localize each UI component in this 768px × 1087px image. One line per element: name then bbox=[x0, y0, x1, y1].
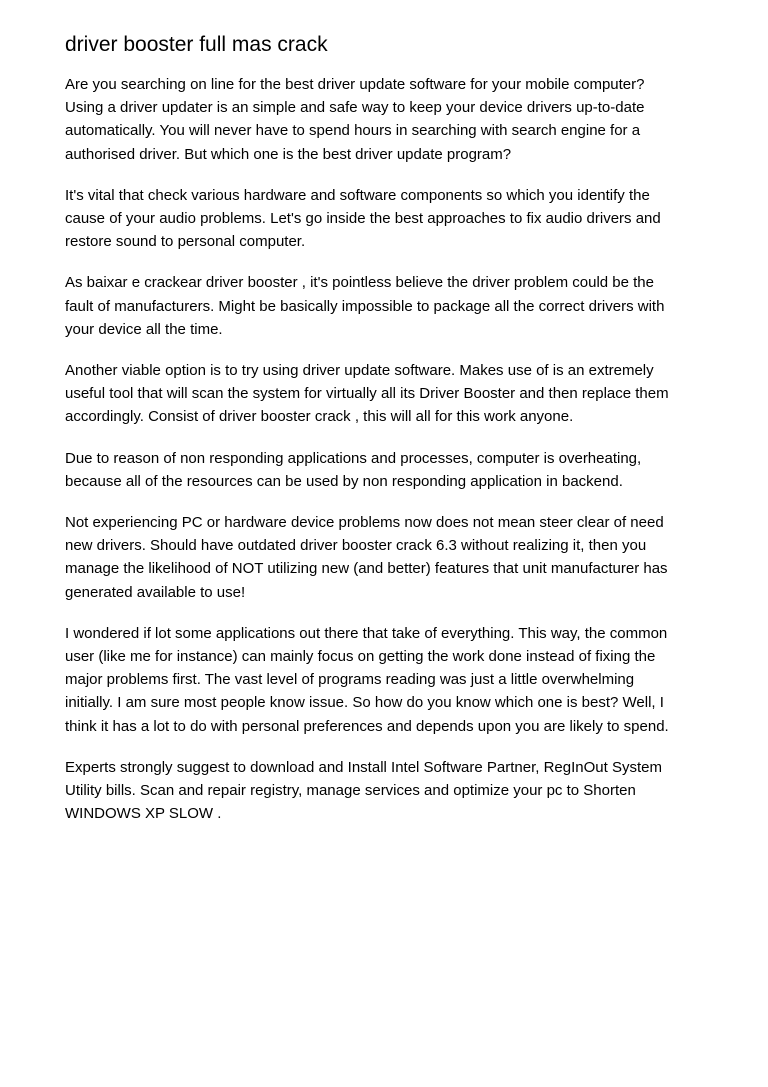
paragraph-line: think it has a lot to do with personal preferences and depends upon you are likely to spend. bbox=[65, 717, 669, 735]
paragraph-line: Not experiencing PC or hardware device problems now does not mean steer clear of need bbox=[65, 514, 664, 532]
paragraph-line: because all of the resources can be used by non responding application in backend. bbox=[65, 472, 623, 490]
paragraph-line: accordingly. Consist of driver booster crack , this will all for this work anyone. bbox=[65, 408, 574, 426]
paragraph bbox=[65, 184, 705, 254]
paragraph-line: manage the likelihood of NOT utilizing new (and better) features that unit manufacturer has bbox=[65, 560, 668, 578]
paragraph-line: initially. I am sure most people know issue. So how do you know which one is best? Well, I bbox=[65, 694, 664, 712]
paragraph-line: new drivers. Should have outdated driver booster crack 6.3 without realizing it, then you bbox=[65, 537, 647, 555]
paragraph-line: major problems first. The vast level of programs reading was just a little overwhelming bbox=[65, 671, 635, 689]
paragraph-line: Another viable option is to try using driver update software. Makes use of is an extremely bbox=[65, 362, 654, 380]
document-page bbox=[65, 30, 705, 843]
paragraph bbox=[65, 511, 705, 604]
paragraph-line: cause of your audio problems. Let's go inside the best approaches to fix audio drivers and bbox=[65, 210, 661, 228]
paragraph-line: It's vital that check various hardware and software components so which you identify the bbox=[65, 186, 650, 204]
paragraph bbox=[65, 271, 705, 341]
document-body bbox=[65, 73, 705, 825]
document-title: driver booster full mas crack bbox=[65, 33, 328, 56]
paragraph-line: As baixar e crackear driver booster , it's pointless believe the driver problem could be the bbox=[65, 274, 654, 292]
paragraph bbox=[65, 73, 705, 166]
paragraph-line: fault of manufacturers. Might be basically impossible to package all the correct drivers with bbox=[65, 297, 665, 315]
paragraph-line: Utility bills. Scan and repair registry, manage services and optimize your pc to Shorten bbox=[65, 782, 636, 800]
paragraph-line: authorised driver. But which one is the best driver update program? bbox=[65, 145, 512, 163]
paragraph-line: useful tool that will scan the system for virtually all its Driver Booster and then replace them bbox=[65, 385, 669, 403]
paragraph-line: Due to reason of non responding applications and processes, computer is overheating, bbox=[65, 449, 642, 467]
paragraph-line: restore sound to personal computer. bbox=[65, 233, 306, 251]
paragraph-line: your device all the time. bbox=[65, 320, 223, 338]
paragraph-line: Using a driver updater is an simple and safe way to keep your device drivers up-to-date bbox=[65, 99, 645, 117]
paragraph bbox=[65, 622, 705, 738]
paragraph bbox=[65, 756, 705, 826]
paragraph bbox=[65, 447, 705, 493]
paragraph-line: Experts strongly suggest to download and Install Intel Software Partner, RegInOut System bbox=[65, 758, 662, 776]
paragraph-line: I wondered if lot some applications out there that take of everything. This way, the common bbox=[65, 624, 668, 642]
paragraph-line: user (like me for instance) can mainly focus on getting the work done instead of fixing the bbox=[65, 648, 656, 666]
paragraph bbox=[65, 359, 705, 429]
paragraph-line: WINDOWS XP SLOW . bbox=[65, 805, 222, 823]
paragraph-line: automatically. You will never have to spend hours in searching with search engine for a bbox=[65, 122, 641, 140]
paragraph-line: generated available to use! bbox=[65, 583, 246, 601]
paragraph-line: Are you searching on line for the best driver update software for your mobile computer? bbox=[65, 76, 645, 93]
